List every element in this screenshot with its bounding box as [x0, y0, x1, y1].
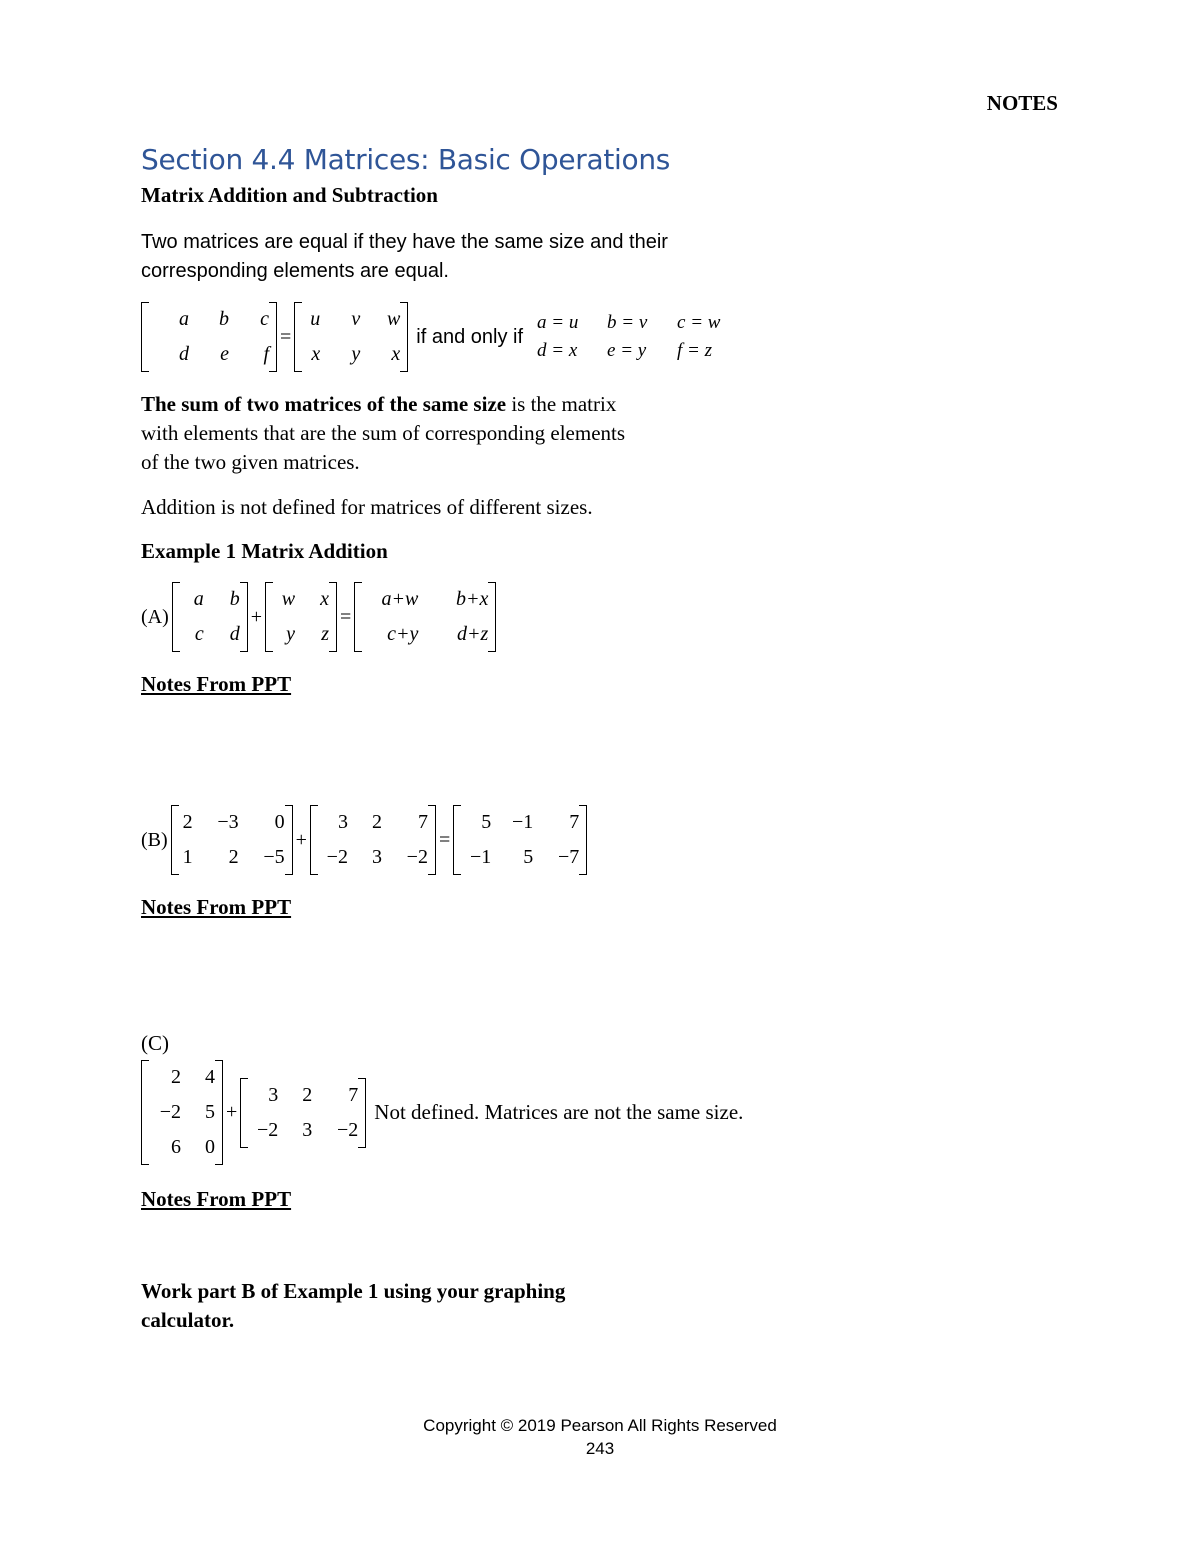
matrix [240, 1078, 366, 1148]
matrix [172, 582, 248, 652]
part-c-label: (C) [141, 1031, 169, 1055]
matrix-cell: 2 [228, 846, 239, 868]
matrix-cell: b [229, 588, 240, 610]
equals-sign: = [340, 605, 352, 628]
matrix-cell: y [351, 343, 361, 365]
matrix-right [294, 302, 408, 372]
equality-definition [141, 228, 761, 286]
matrix-cell: −2 [326, 846, 348, 868]
part-b-equation [141, 805, 587, 875]
page-number: 243 [585, 1439, 615, 1458]
matrix-cell: 5 [481, 811, 492, 833]
matrix-cell: 6 [171, 1136, 181, 1158]
condition: f = z [677, 340, 713, 361]
matrix-cell: 7 [348, 1083, 359, 1106]
equals-sign: = [438, 828, 451, 851]
matrix-cell: 3 [371, 846, 382, 868]
matrix-cell: 4 [205, 1066, 215, 1088]
part-c-result: Not defined. Matrices are not the same size. [374, 1100, 744, 1124]
matrix-cell: 2 [182, 811, 193, 833]
matrix [354, 582, 496, 652]
calculator-task-line1: Work part B of Example 1 using your graphing [141, 1279, 566, 1303]
matrix-cell: 7 [417, 811, 428, 833]
matrix-cell: −1 [469, 846, 492, 868]
sum-definition-line2: with elements that are the sum of corresponding elements [141, 421, 626, 445]
part-a-equation [141, 582, 496, 652]
matrix-cell: d [229, 623, 240, 645]
matrix-cell: x [311, 343, 321, 365]
part-b-label: (B) [141, 828, 168, 851]
matrix-cell: b [219, 308, 229, 330]
matrix-cell: v [351, 308, 361, 330]
condition: c = w [677, 312, 721, 333]
matrix-cell: c+y [387, 623, 419, 645]
equality-statement [141, 302, 747, 372]
calculator-task [141, 1277, 761, 1335]
matrix-cell: 7 [569, 811, 580, 833]
matrix-cell: x [391, 343, 401, 365]
matrix-cell: f [263, 343, 269, 365]
part-c-equation [141, 1060, 743, 1165]
matrix-cell: 0 [205, 1136, 215, 1158]
matrix-cell: −3 [217, 811, 239, 833]
matrix-cell: y [286, 623, 296, 645]
matrix [171, 805, 293, 875]
condition: d = x [537, 340, 578, 361]
section-title: Section 4.4 Matrices: Basic Operations [141, 143, 671, 176]
matrix-cell: 5 [523, 846, 534, 868]
notes-from-ppt-a: Notes From PPT [141, 672, 292, 696]
matrix-cell: −5 [263, 846, 285, 868]
equality-conditions [537, 312, 747, 362]
matrix [141, 1060, 223, 1165]
matrix-cell: −1 [511, 811, 534, 833]
matrix-cell: 3 [268, 1083, 279, 1106]
sum-definition-line3: of the two given matrices. [141, 450, 360, 474]
subsection-heading: Matrix Addition and Subtraction [141, 183, 438, 207]
condition: e = y [607, 340, 647, 361]
plus-sign: + [226, 1101, 238, 1123]
matrix-cell: 0 [274, 811, 285, 833]
matrix-cell: −2 [337, 1118, 359, 1141]
matrix-cell: b+x [455, 588, 489, 610]
condition: b = v [607, 312, 648, 333]
matrix-cell: 2 [371, 811, 382, 833]
matrix-left [141, 302, 277, 372]
matrix-cell: w [386, 308, 401, 330]
matrix-cell: c [260, 308, 269, 330]
equals-sign: = [280, 325, 292, 348]
notes-from-ppt-c: Notes From PPT [141, 1187, 292, 1211]
matrix-cell: u [310, 308, 321, 330]
equality-definition-line1: Two matrices are equal if they have the same size and their [141, 231, 668, 253]
sum-definition-rest: is the matrix [506, 392, 617, 416]
condition: a = u [537, 312, 579, 333]
matrix [265, 582, 337, 652]
matrix-cell: a [193, 588, 204, 610]
matrix-cell: x [320, 588, 330, 610]
notes-from-ppt-b: Notes From PPT [141, 895, 292, 919]
matrix-cell: 2 [302, 1083, 313, 1106]
matrix-cell: −2 [406, 846, 428, 868]
matrix-cell: d+z [457, 623, 489, 645]
matrix-cell: −2 [159, 1101, 181, 1123]
matrix-cell: c [194, 623, 204, 645]
matrix-cell: 1 [182, 846, 193, 868]
matrix-cell: −7 [557, 846, 580, 868]
matrix-cell: 3 [337, 811, 348, 833]
matrix-cell: z [321, 623, 330, 645]
sum-definition [141, 390, 761, 477]
matrix-cell: −2 [257, 1118, 279, 1141]
copyright-footer: Copyright © 2019 Pearson All Rights Reserved [423, 1416, 777, 1435]
matrix-cell: d [179, 343, 189, 365]
calculator-task-line2: calculator. [141, 1308, 235, 1332]
matrix-cell: 5 [205, 1101, 215, 1123]
notes-header: NOTES [986, 91, 1058, 115]
matrix-cell: a+w [381, 588, 419, 610]
matrix-cell: a [179, 308, 189, 330]
sum-definition-bold: The sum of two matrices of the same size [141, 392, 507, 416]
plus-sign: + [250, 605, 263, 628]
addition-note: Addition is not defined for matrices of different sizes. [141, 495, 593, 519]
equality-definition-line2: corresponding elements are equal. [141, 260, 449, 282]
part-a-label: (A) [141, 605, 169, 628]
matrix-cell: 2 [171, 1066, 181, 1088]
matrix [310, 805, 436, 875]
matrix-cell: e [220, 343, 229, 365]
if-and-only-if: if and only if [416, 325, 524, 348]
matrix-cell: w [281, 588, 296, 610]
plus-sign: + [295, 828, 307, 851]
matrix [453, 805, 587, 875]
matrix-cell: 3 [302, 1118, 313, 1141]
example-title: Example 1 Matrix Addition [141, 539, 388, 563]
